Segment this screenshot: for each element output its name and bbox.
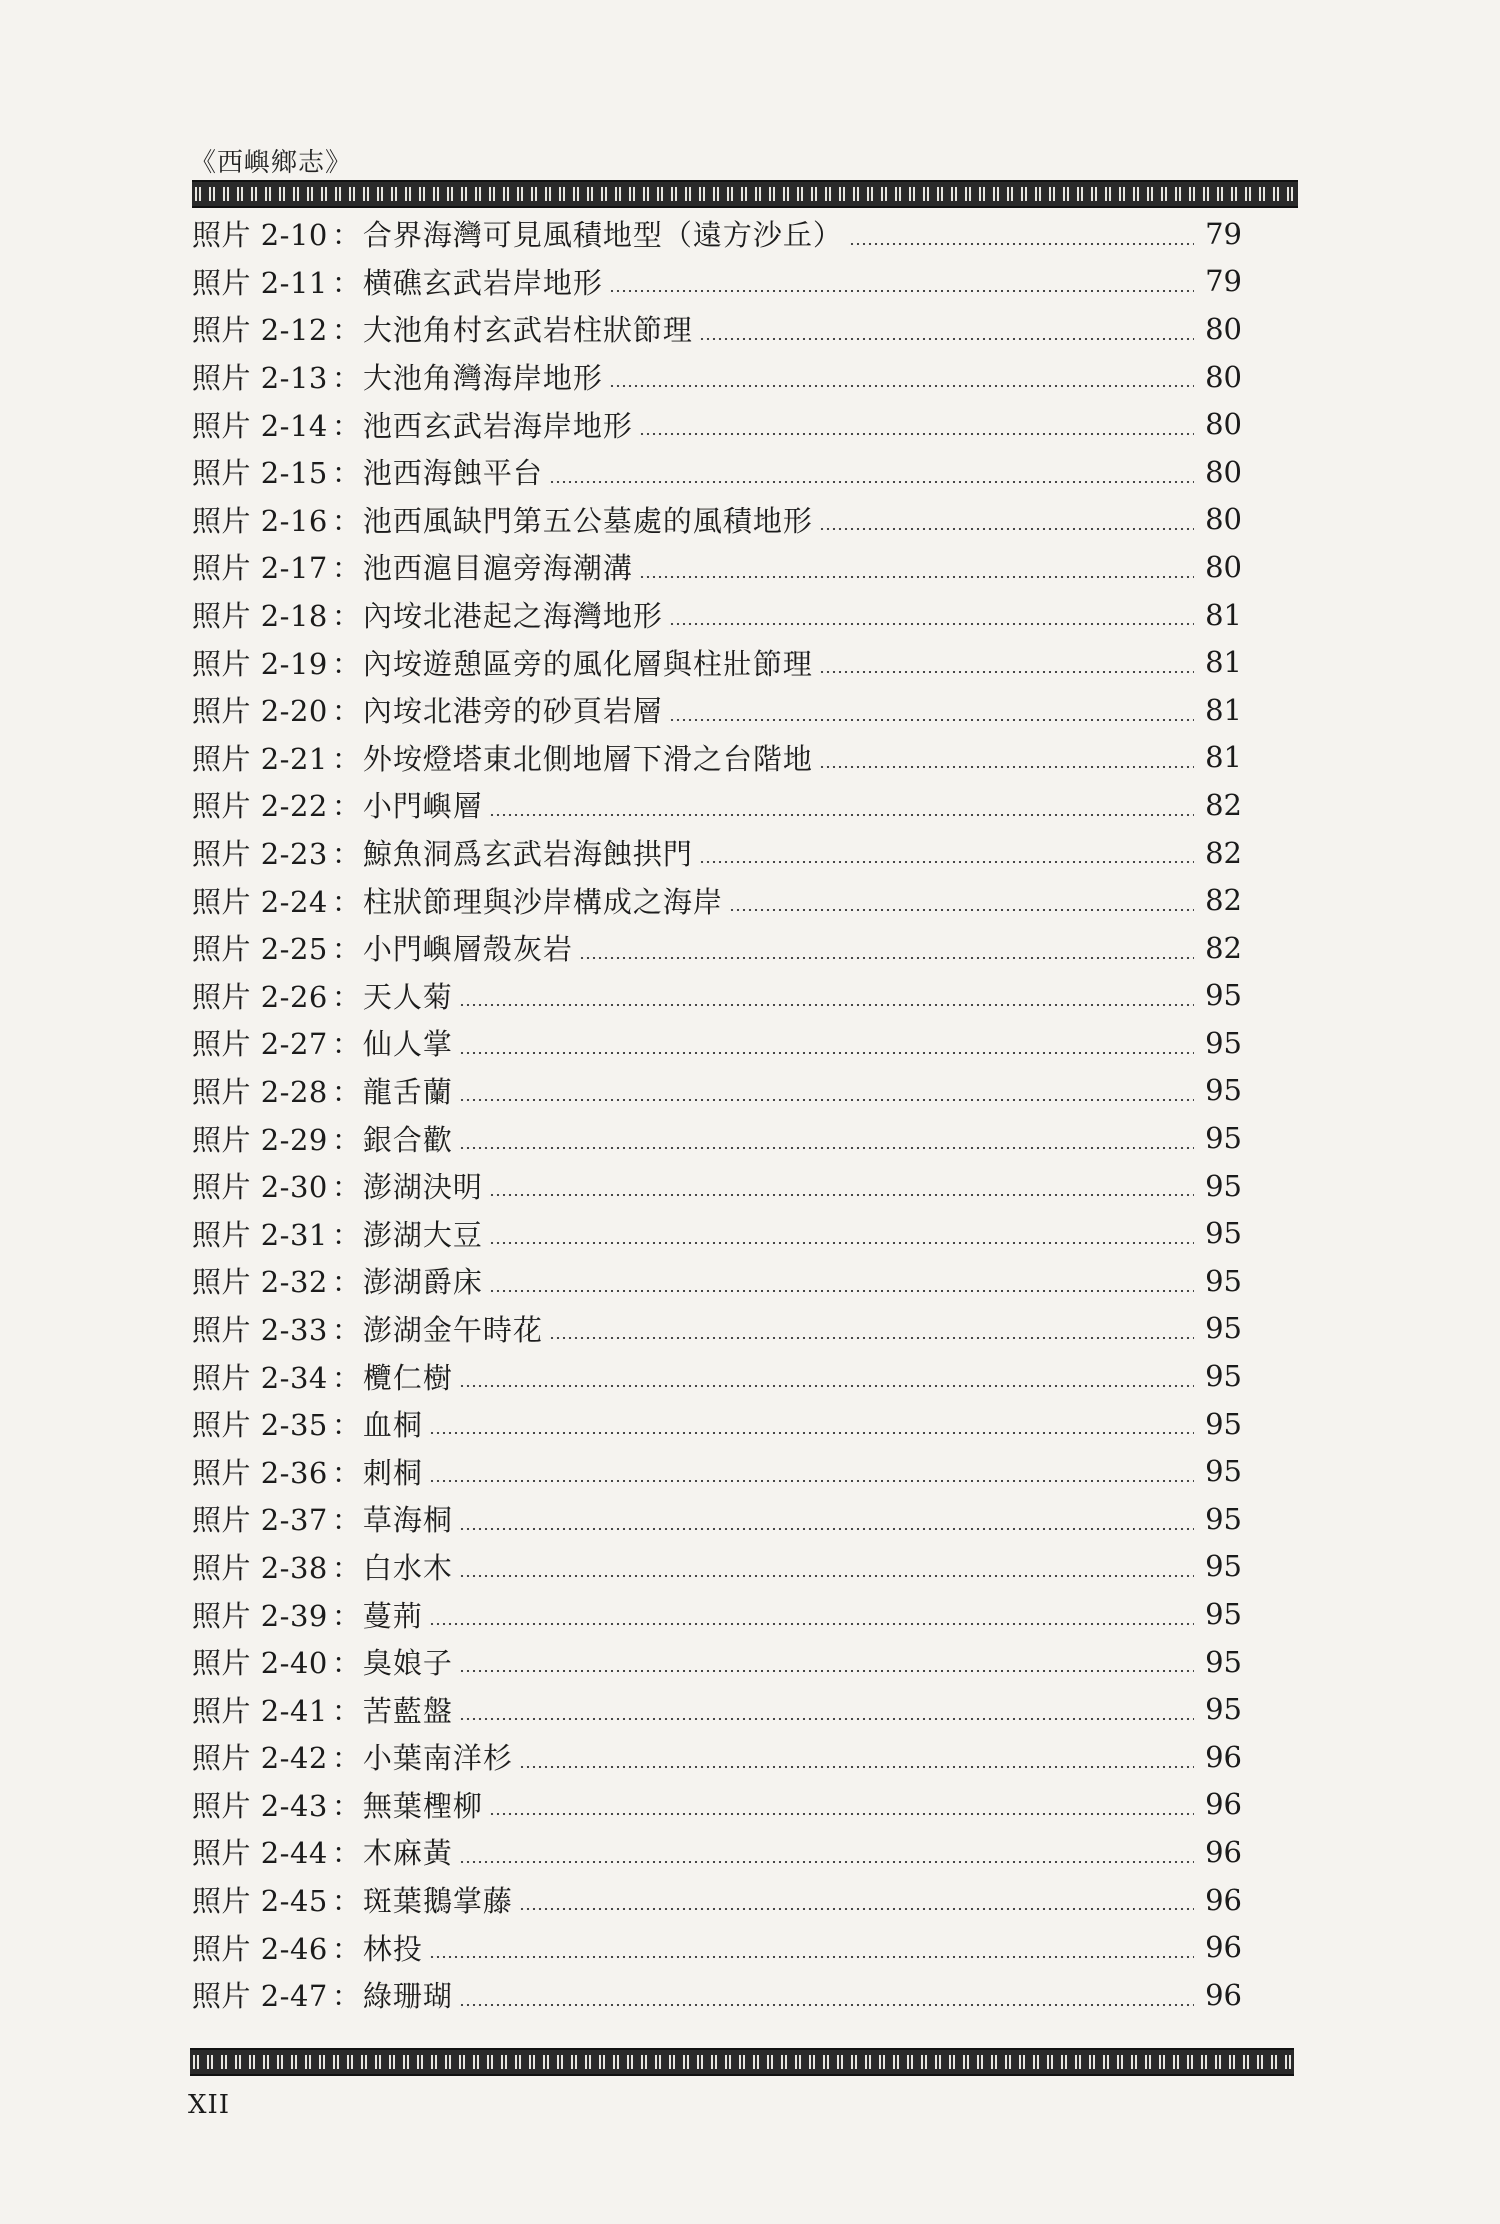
toc-entry-separator: ： [331, 313, 361, 348]
toc-list [192, 210, 1242, 2019]
toc-entry-label: 照片 2-35 [192, 1408, 328, 1443]
toc-entry-page: 79 [1205, 216, 1242, 251]
toc-entry [192, 876, 1242, 924]
toc-entry-page: 81 [1205, 740, 1242, 775]
toc-entry-title: 澎湖金午時花 [362, 1312, 543, 1347]
toc-entry-label: 照片 2-23 [192, 837, 328, 872]
toc-entry [192, 1019, 1242, 1067]
toc-dot-leader [459, 1052, 1194, 1054]
toc-entry [192, 781, 1242, 829]
page-number: XII [188, 2090, 231, 2120]
toc-entry-title: 無葉檉柳 [362, 1788, 483, 1823]
toc-dot-leader [429, 1432, 1194, 1434]
toc-entry-separator: ： [331, 1646, 361, 1681]
toc-entry-separator: ： [331, 1122, 361, 1157]
toc-entry-label: 照片 2-45 [192, 1884, 328, 1919]
toc-dot-leader [459, 2004, 1194, 2006]
toc-dot-leader [519, 1766, 1194, 1768]
toc-entry-separator: ： [331, 646, 361, 681]
toc-entry [192, 1733, 1242, 1781]
toc-entry [192, 734, 1242, 782]
toc-dot-leader [459, 1099, 1194, 1101]
toc-dot-leader [459, 1385, 1194, 1387]
toc-entry-page: 80 [1205, 454, 1242, 489]
toc-entry-label: 照片 2-40 [192, 1646, 328, 1681]
toc-entry-title: 木麻黃 [362, 1836, 453, 1871]
toc-entry [192, 543, 1242, 591]
toc-entry [192, 400, 1242, 448]
toc-entry-page: 95 [1205, 1168, 1242, 1203]
toc-entry [192, 496, 1242, 544]
toc-entry [192, 1209, 1242, 1257]
toc-entry-separator: ： [331, 1074, 361, 1109]
toc-dot-leader [459, 1147, 1194, 1149]
toc-entry-page: 82 [1205, 883, 1242, 918]
toc-dot-leader [459, 1718, 1194, 1720]
toc-dot-leader [459, 1528, 1194, 1530]
toc-entry-title: 鯨魚洞爲玄武岩海蝕拱門 [362, 837, 693, 872]
toc-entry-label: 照片 2-20 [192, 694, 328, 729]
toc-entry-label: 照片 2-21 [192, 741, 328, 776]
toc-dot-leader [489, 1242, 1194, 1244]
toc-entry-separator: ： [331, 1979, 361, 2014]
toc-entry-separator: ： [331, 1170, 361, 1205]
toc-dot-leader [459, 1670, 1194, 1672]
toc-entry-title: 大池角灣海岸地形 [362, 361, 603, 396]
toc-entry-title: 白水木 [362, 1550, 453, 1585]
toc-dot-leader [429, 1956, 1194, 1958]
toc-entry-label: 照片 2-19 [192, 646, 328, 681]
toc-entry-title: 欖仁樹 [362, 1360, 453, 1395]
toc-dot-leader [699, 338, 1194, 340]
toc-entry [192, 305, 1242, 353]
toc-entry-separator: ： [331, 884, 361, 919]
toc-dot-leader [699, 861, 1194, 863]
toc-entry-page: 95 [1205, 1216, 1242, 1251]
toc-entry-page: 96 [1205, 1930, 1242, 1965]
toc-entry-page: 95 [1205, 978, 1242, 1013]
toc-dot-leader [489, 1194, 1194, 1196]
toc-entry [192, 1162, 1242, 1210]
toc-entry-title: 柱狀節理與沙岸構成之海岸 [362, 884, 723, 919]
toc-dot-leader [429, 1480, 1194, 1482]
toc-entry [192, 924, 1242, 972]
toc-entry-separator: ： [331, 1455, 361, 1490]
toc-entry-separator: ： [331, 789, 361, 824]
toc-entry-label: 照片 2-33 [192, 1312, 328, 1347]
toc-entry-title: 林投 [362, 1931, 423, 1966]
toc-dot-leader [819, 766, 1194, 768]
toc-dot-leader [849, 243, 1194, 245]
toc-entry-label: 照片 2-24 [192, 884, 328, 919]
toc-entry-title: 小門嶼層 [362, 789, 483, 824]
toc-entry-page: 95 [1205, 1454, 1242, 1489]
toc-entry [192, 1971, 1242, 2019]
toc-entry-separator: ： [331, 741, 361, 776]
toc-entry-separator: ： [331, 1027, 361, 1062]
toc-entry-label: 照片 2-43 [192, 1788, 328, 1823]
toc-entry-separator: ： [331, 218, 361, 253]
toc-entry [192, 1305, 1242, 1353]
toc-entry-label: 照片 2-42 [192, 1741, 328, 1776]
toc-entry-label: 照片 2-17 [192, 551, 328, 586]
top-meander-border [192, 180, 1298, 208]
toc-entry-title: 澎湖決明 [362, 1170, 483, 1205]
toc-entry-title: 銀合歡 [362, 1122, 453, 1157]
toc-entry-page: 81 [1205, 597, 1242, 632]
toc-entry-title: 內垵北港旁的砂頁岩層 [362, 694, 663, 729]
toc-entry-separator: ： [331, 551, 361, 586]
toc-entry-title: 仙人掌 [362, 1027, 453, 1062]
toc-entry [192, 1923, 1242, 1971]
toc-entry [192, 1543, 1242, 1591]
toc-entry-label: 照片 2-47 [192, 1979, 328, 2014]
toc-dot-leader [549, 1337, 1194, 1339]
bottom-meander-border [190, 2048, 1294, 2076]
toc-entry-title: 蔓荊 [362, 1598, 423, 1633]
toc-entry-page: 81 [1205, 692, 1242, 727]
toc-entry [192, 1352, 1242, 1400]
toc-entry-label: 照片 2-26 [192, 979, 328, 1014]
toc-entry [192, 972, 1242, 1020]
toc-entry-separator: ： [331, 1265, 361, 1300]
toc-entry-page: 95 [1205, 1263, 1242, 1298]
toc-dot-leader [639, 433, 1194, 435]
toc-entry-label: 照片 2-10 [192, 218, 328, 253]
toc-entry-page: 80 [1205, 407, 1242, 442]
toc-dot-leader [459, 1004, 1194, 1006]
toc-entry [192, 1257, 1242, 1305]
toc-entry-separator: ： [331, 1788, 361, 1823]
toc-entry [192, 829, 1242, 877]
toc-entry-title: 龍舌蘭 [362, 1074, 453, 1109]
toc-entry-title: 大池角村玄武岩柱狀節理 [362, 313, 693, 348]
toc-dot-leader [639, 576, 1194, 578]
toc-entry-page: 80 [1205, 549, 1242, 584]
toc-entry-separator: ： [331, 837, 361, 872]
toc-entry-label: 照片 2-12 [192, 313, 328, 348]
toc-dot-leader [549, 481, 1194, 483]
toc-entry-title: 刺桐 [362, 1455, 423, 1490]
toc-entry-label: 照片 2-11 [192, 265, 328, 300]
toc-entry-separator: ： [331, 456, 361, 491]
toc-dot-leader [489, 1290, 1194, 1292]
toc-entry-separator: ： [331, 1836, 361, 1871]
toc-entry-separator: ： [331, 979, 361, 1014]
toc-entry-label: 照片 2-39 [192, 1598, 328, 1633]
toc-entry-title: 合界海灣可見風積地型（遠方沙丘） [362, 218, 843, 253]
toc-entry-page: 95 [1205, 1311, 1242, 1346]
toc-entry-page: 80 [1205, 311, 1242, 346]
toc-dot-leader [429, 1623, 1194, 1625]
toc-entry-title: 臭娘子 [362, 1646, 453, 1681]
toc-entry-title: 綠珊瑚 [362, 1979, 453, 2014]
toc-entry-label: 照片 2-46 [192, 1931, 328, 1966]
toc-entry-title: 草海桐 [362, 1503, 453, 1538]
toc-entry-title: 內垵北港起之海灣地形 [362, 599, 663, 634]
toc-entry-page: 82 [1205, 930, 1242, 965]
toc-entry-label: 照片 2-14 [192, 408, 328, 443]
toc-entry-separator: ： [331, 599, 361, 634]
toc-entry-page: 96 [1205, 1977, 1242, 2012]
toc-entry-page: 95 [1205, 1406, 1242, 1441]
toc-entry-title: 池西風缺門第五公墓處的風積地形 [362, 503, 813, 538]
toc-entry-separator: ： [331, 503, 361, 538]
toc-dot-leader [579, 957, 1194, 959]
toc-entry-title: 池西玄武岩海岸地形 [362, 408, 633, 443]
toc-entry-label: 照片 2-28 [192, 1074, 328, 1109]
toc-entry-title: 外垵燈塔東北側地層下滑之台階地 [362, 741, 813, 776]
toc-entry-separator: ： [331, 408, 361, 443]
toc-entry-label: 照片 2-30 [192, 1170, 328, 1205]
toc-entry-page: 95 [1205, 1597, 1242, 1632]
toc-entry [192, 1067, 1242, 1115]
toc-entry-separator: ： [331, 694, 361, 729]
toc-entry [192, 686, 1242, 734]
toc-entry-label: 照片 2-27 [192, 1027, 328, 1062]
toc-entry-title: 澎湖大豆 [362, 1217, 483, 1252]
toc-entry-title: 苦藍盤 [362, 1693, 453, 1728]
toc-entry [192, 591, 1242, 639]
toc-entry [192, 1495, 1242, 1543]
toc-entry-title: 小葉南洋杉 [362, 1741, 513, 1776]
toc-entry-page: 96 [1205, 1787, 1242, 1822]
book-title: 《西嶼鄉志》 [190, 148, 353, 178]
toc-entry [192, 1447, 1242, 1495]
toc-dot-leader [609, 290, 1194, 292]
toc-entry-separator: ： [331, 361, 361, 396]
toc-entry-separator: ： [331, 1741, 361, 1776]
toc-entry-page: 96 [1205, 1882, 1242, 1917]
toc-entry-label: 照片 2-13 [192, 361, 328, 396]
toc-dot-leader [819, 671, 1194, 673]
toc-entry-separator: ： [331, 1312, 361, 1347]
toc-entry-page: 82 [1205, 835, 1242, 870]
toc-entry-page: 80 [1205, 502, 1242, 537]
toc-entry-page: 95 [1205, 1025, 1242, 1060]
toc-entry-page: 95 [1205, 1501, 1242, 1536]
toc-dot-leader [459, 1575, 1194, 1577]
toc-entry-page: 95 [1205, 1121, 1242, 1156]
toc-entry-title: 內垵遊憩區旁的風化層與柱壯節理 [362, 646, 813, 681]
toc-entry [192, 353, 1242, 401]
toc-entry [192, 1590, 1242, 1638]
toc-entry [192, 1400, 1242, 1448]
toc-entry-title: 澎湖爵床 [362, 1265, 483, 1300]
toc-entry-label: 照片 2-29 [192, 1122, 328, 1157]
toc-entry [192, 210, 1242, 258]
toc-entry [192, 448, 1242, 496]
toc-entry [192, 1828, 1242, 1876]
toc-entry-page: 80 [1205, 359, 1242, 394]
toc-entry-separator: ： [331, 1931, 361, 1966]
toc-entry [192, 1685, 1242, 1733]
toc-entry [192, 1114, 1242, 1162]
toc-dot-leader [819, 528, 1194, 530]
toc-entry-separator: ： [331, 1550, 361, 1585]
toc-entry [192, 1638, 1242, 1686]
toc-entry-label: 照片 2-25 [192, 932, 328, 967]
toc-entry-separator: ： [331, 1503, 361, 1538]
toc-entry-separator: ： [331, 1360, 361, 1395]
toc-entry-page: 95 [1205, 1692, 1242, 1727]
toc-entry-page: 95 [1205, 1549, 1242, 1584]
toc-entry-page: 95 [1205, 1644, 1242, 1679]
toc-entry-page: 95 [1205, 1073, 1242, 1108]
toc-entry [192, 1781, 1242, 1829]
toc-entry-label: 照片 2-31 [192, 1217, 328, 1252]
toc-entry-separator: ： [331, 1884, 361, 1919]
toc-entry-separator: ： [331, 1217, 361, 1252]
toc-dot-leader [459, 1861, 1194, 1863]
toc-entry-separator: ： [331, 1408, 361, 1443]
toc-entry-label: 照片 2-15 [192, 456, 328, 491]
toc-entry-separator: ： [331, 1598, 361, 1633]
toc-entry-label: 照片 2-32 [192, 1265, 328, 1300]
toc-entry-separator: ： [331, 932, 361, 967]
toc-dot-leader [729, 909, 1194, 911]
toc-entry-label: 照片 2-36 [192, 1455, 328, 1490]
toc-dot-leader [489, 814, 1194, 816]
toc-entry-label: 照片 2-34 [192, 1360, 328, 1395]
toc-entry [192, 1876, 1242, 1924]
toc-entry-title: 小門嶼層殼灰岩 [362, 932, 573, 967]
toc-entry-title: 斑葉鵝掌藤 [362, 1884, 513, 1919]
toc-entry-page: 82 [1205, 787, 1242, 822]
toc-dot-leader [519, 1908, 1194, 1910]
toc-dot-leader [489, 1813, 1194, 1815]
toc-entry-title: 横礁玄武岩岸地形 [362, 265, 603, 300]
toc-dot-leader [669, 623, 1194, 625]
toc-entry-page: 96 [1205, 1739, 1242, 1774]
toc-entry-label: 照片 2-41 [192, 1693, 328, 1728]
toc-entry-label: 照片 2-38 [192, 1550, 328, 1585]
toc-entry-page: 79 [1205, 264, 1242, 299]
toc-entry-separator: ： [331, 265, 361, 300]
toc-dot-leader [669, 719, 1194, 721]
toc-entry-title: 天人菊 [362, 979, 453, 1014]
toc-entry-label: 照片 2-18 [192, 599, 328, 634]
toc-entry-label: 照片 2-44 [192, 1836, 328, 1871]
toc-entry-title: 血桐 [362, 1408, 423, 1443]
toc-entry-title: 池西海蝕平台 [362, 456, 543, 491]
toc-entry-label: 照片 2-16 [192, 503, 328, 538]
toc-entry [192, 638, 1242, 686]
toc-entry-page: 96 [1205, 1834, 1242, 1869]
toc-entry [192, 258, 1242, 306]
toc-entry-page: 81 [1205, 645, 1242, 680]
toc-entry-label: 照片 2-37 [192, 1503, 328, 1538]
toc-dot-leader [609, 385, 1194, 387]
toc-entry-title: 池西滬目滬旁海潮溝 [362, 551, 633, 586]
toc-entry-separator: ： [331, 1693, 361, 1728]
toc-entry-page: 95 [1205, 1359, 1242, 1394]
toc-entry-label: 照片 2-22 [192, 789, 328, 824]
